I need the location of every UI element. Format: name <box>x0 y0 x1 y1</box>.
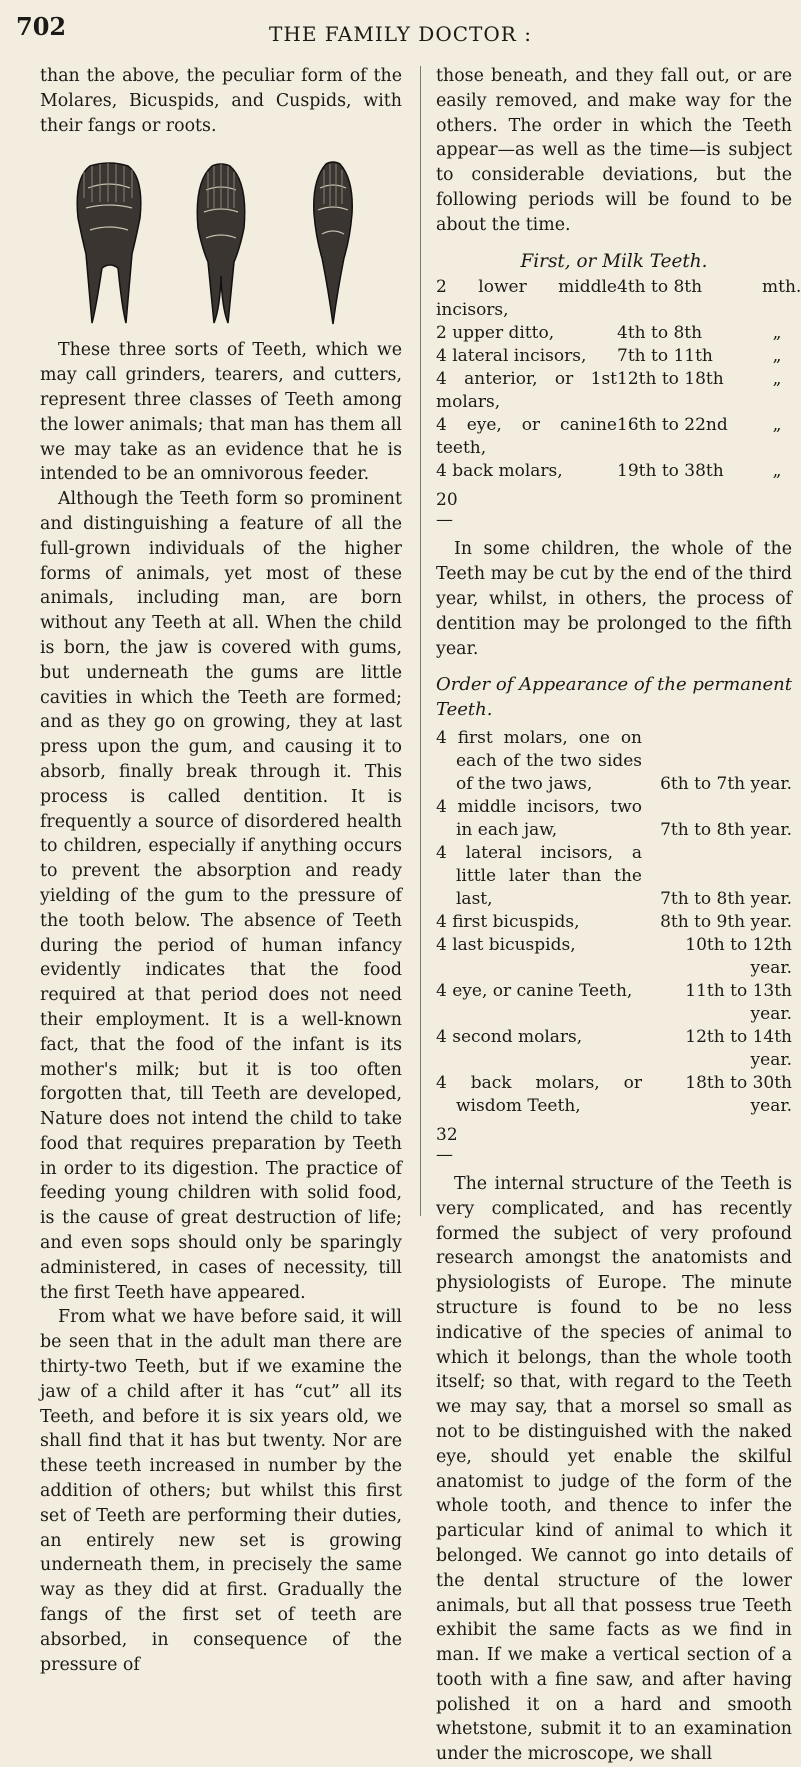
tooth-period: 11th to 13th year. <box>685 980 792 1024</box>
permanent-teeth-total: 32 <box>436 1124 458 1145</box>
tooth-group: 4 eye, or canine Teeth, <box>436 980 633 1001</box>
tooth-unit: „ <box>772 369 782 390</box>
tooth-unit: mth. <box>762 277 801 298</box>
tooth-group: 4 lateral incisors, <box>436 346 587 367</box>
table-row <box>436 276 801 322</box>
right-paragraph: The internal structure of the Teeth is very complicated, and has recently formed the subject of very profound research amongst the anatomists and physiologists of Europe. The minute structure is found to be no less indicative of the species of animal to which it belongs, than the whole tooth itself; so that, with regard to the Teeth we may say, that a morsel so small as not to be distinguished with the naked eye, should yet enable the skilful anatomist to judge of the form of the whole tooth, and thence to infer the particular kind of animal to which it belonged. We cannot go into details of the dental structure of the lower animals, but all that possess true Teeth exhibit the same facts as we find in man. If we make a vertical section of a tooth with a fine saw, and after having polished it on a hard and smooth whetstone, submit it to an examination under the microscope, we shall <box>436 1173 792 1765</box>
tooth-group: 4 first bicuspids, <box>436 911 580 932</box>
tooth-unit: „ <box>772 415 782 436</box>
table-row <box>436 934 792 980</box>
table-row <box>436 796 792 842</box>
table-row <box>436 322 792 345</box>
tooth-group: 2 lower middle incisors, <box>436 277 617 321</box>
table-row <box>436 345 792 368</box>
tooth-group: 2 upper ditto, <box>436 323 555 344</box>
tooth-period: 10th to 12th year. <box>685 934 792 978</box>
table-row <box>436 1072 792 1118</box>
tooth-period: 18th to 30th year. <box>685 1072 792 1116</box>
tooth-period: 19th to 38th <box>617 461 724 482</box>
molar-illustration <box>70 158 148 328</box>
right-paragraph: In some children, the whole of the Teeth may be cut by the end of the third year, whilst, in others, the process of dentition may be prolonged to the fifth year. <box>436 539 792 659</box>
tooth-group: 4 back molars, <box>436 461 563 482</box>
teeth-figure <box>40 150 402 328</box>
left-paragraph: From what we have before said, it will be seen that in the adult man there are thirty-two Teeth, but if we examine the jaw of a child after it has “cut” all its Teeth, and before it is six years old, we shall find that it has but twenty. Nor are these teeth increased in number by the addition of others; but whilst this first set of Teeth are performing their duties, an entirely new set is growing underneath them, in precisely the same way as they did at first. Gradually the fangs of the first set of teeth are absorbed, in consequence of the pressure of <box>40 1307 402 1675</box>
table-row <box>436 368 792 414</box>
milk-teeth-title: First, or Milk Teeth. <box>520 250 708 272</box>
running-head: THE FAMILY DOCTOR : <box>269 22 532 46</box>
tooth-period: 12th to 14th year. <box>685 1026 792 1070</box>
tooth-group: 4 back molars, or wisdom Teeth, <box>436 1072 642 1116</box>
left-intro: than the above, the peculiar form of the Molares, Bicuspids, and Cuspids, with their fangs or roots. <box>40 66 402 136</box>
right-intro: those beneath, and they fall out, or are easily removed, and make way for the others. The order in which the Teeth appear—as well as the time—is subject to considerable deviations, but the following periods will be found to be about the time. <box>436 66 792 235</box>
left-paragraph: These three sorts of Teeth, which we may call grinders, tearers, and cutters, represent three classes of Teeth among the lower animals; that man has them all we may take as an evidence that he is intended to be an omnivorous feeder. <box>40 340 402 485</box>
tooth-group: 4 middle incisors, two in each jaw, <box>436 796 642 840</box>
tooth-period: 12th to 18th <box>617 369 724 390</box>
tooth-period: 4th to 8th <box>617 277 703 298</box>
milk-teeth-total: 20 <box>436 490 458 511</box>
cuspid-illustration <box>294 158 372 328</box>
tooth-group: 4 first molars, one on each of the two sides of the two jaws, <box>436 727 642 794</box>
table-row <box>436 980 792 1026</box>
table-row <box>436 414 792 460</box>
tooth-unit: „ <box>772 461 782 482</box>
tooth-group: 4 second molars, <box>436 1026 583 1047</box>
page-header <box>0 0 801 52</box>
tooth-group: 4 anterior, or 1st molars, <box>436 369 617 413</box>
tooth-group: 4 last bicuspids, <box>436 934 576 955</box>
tooth-period: 6th to 7th year. <box>660 773 792 794</box>
separator-dash: — <box>436 1144 453 1165</box>
tooth-unit: „ <box>772 323 782 344</box>
tooth-group: 4 eye, or canine teeth, <box>436 415 617 459</box>
tooth-period: 4th to 8th <box>617 323 703 344</box>
left-paragraph: Although the Teeth form so prominent and distinguishing a feature of all the full-grown individuals of the higher forms of animals, yet most of these animals, including man, are born without any Teeth at all. When the child is born, the jaw is covered with gums, but underneath the gums are little cavities in which the Teeth are formed; and as they go on growing, they at last press upon the gum, and causing it to absorb, finally break through it. This process is called dentition. It is frequently a source of disordered health to children, especially if anything occurs to prevent the absorption and ready yielding of the gum to the pressure of the tooth below. The absence of Teeth during the period of human infancy evidently indicates that the food required at that period does not need their employment. It is a well-known fact, that the food of the infant is its mother's milk; but it is too often forgotten that, till Teeth are developed, Nature does not intend the child to take food that requires preparation by Teeth in order to its digestion. The practice of feeding young children with solid food, is the cause of great destruction of life; and even sops should only be sparingly administered, in cases of necessity, till the first Teeth have appeared. <box>40 489 402 1303</box>
separator-dash: — <box>436 510 453 531</box>
milk-teeth-table <box>436 276 801 483</box>
tooth-period: 7th to 8th year. <box>660 888 792 909</box>
tooth-period: 7th to 11th <box>617 346 713 367</box>
column-divider <box>420 66 421 1216</box>
tooth-unit: „ <box>772 346 782 367</box>
bicuspid-illustration <box>182 158 260 328</box>
table-row <box>436 460 792 483</box>
permanent-teeth-title: Order of Appearance of the permanent Teeth. <box>436 674 792 721</box>
tooth-period: 16th to 22nd <box>617 415 728 436</box>
table-row <box>436 727 792 796</box>
tooth-group: 4 lateral incisors, a little later than the last, <box>436 842 642 909</box>
table-row <box>436 911 792 934</box>
right-column <box>436 64 801 1767</box>
page-number: 702 <box>16 12 67 41</box>
tooth-period: 8th to 9th year. <box>660 911 792 932</box>
table-row <box>436 1026 792 1072</box>
permanent-teeth-table <box>436 727 792 1118</box>
left-column <box>40 64 402 1677</box>
tooth-period: 7th to 8th year. <box>660 819 792 840</box>
table-row <box>436 842 792 911</box>
